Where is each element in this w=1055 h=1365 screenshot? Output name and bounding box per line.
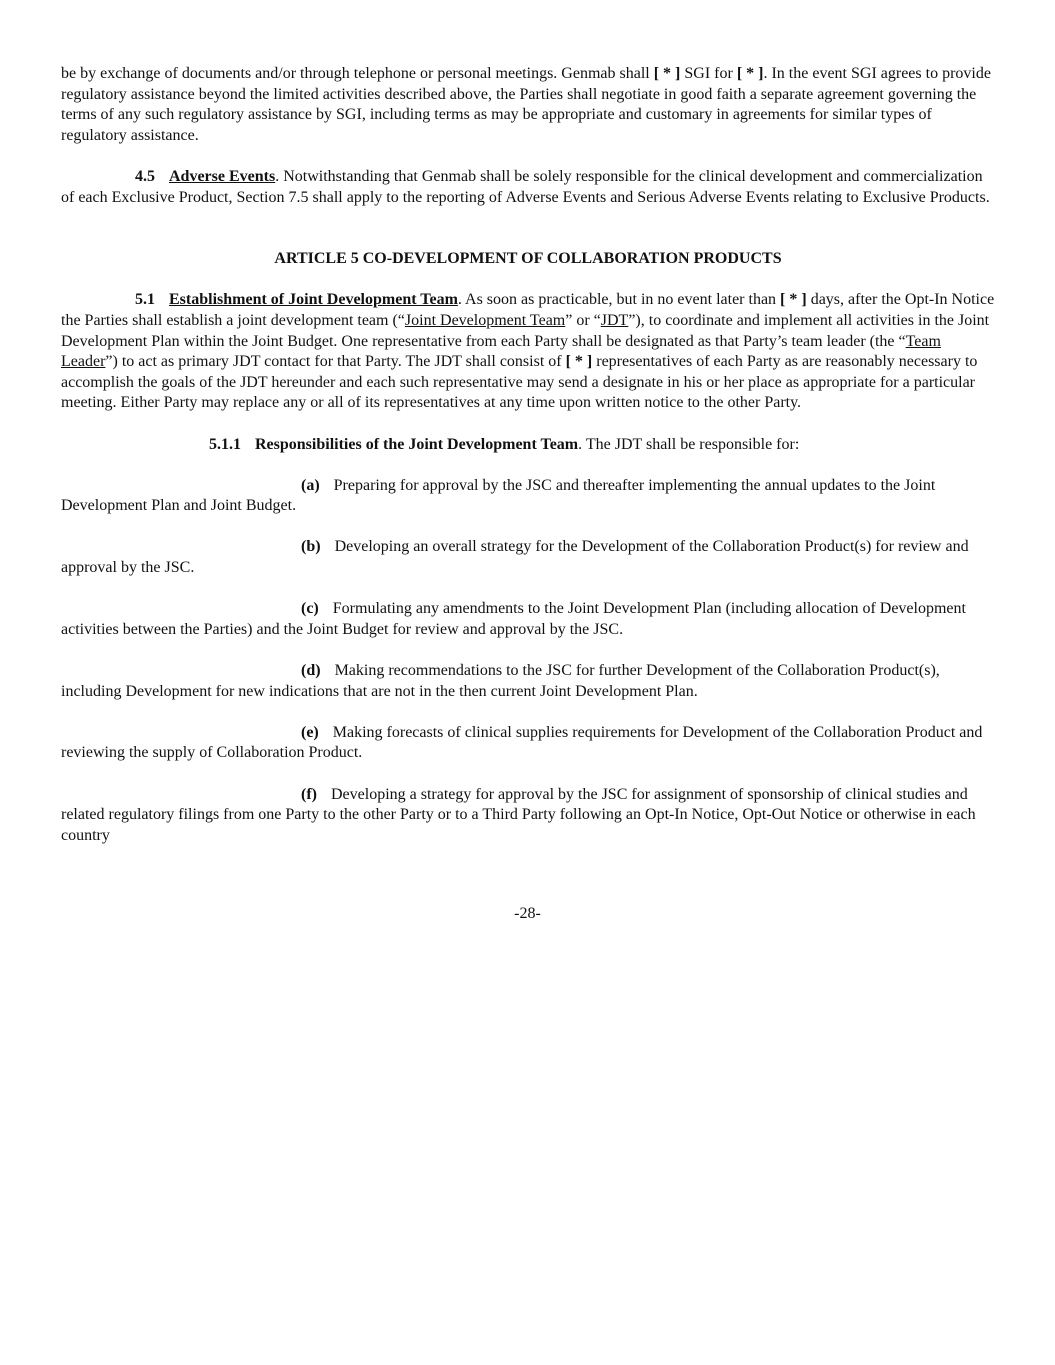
item-label: (c) [301, 600, 319, 618]
item-text: Making forecasts of clinical supplies requirements for Development of the Collaboration Product and reviewing the supply of Collaboration Product. [61, 723, 983, 762]
document-page [61, 64, 995, 867]
section-number: 5.1 [135, 291, 155, 309]
article-title: ARTICLE 5 CO-DEVELOPMENT OF COLLABORATION PRODUCTS [274, 250, 782, 268]
defined-term: JDT [600, 311, 629, 329]
paragraph-text: days, after the Opt-In Notice the Parties shall establish a joint development team (“ [61, 291, 995, 329]
section-5-1-1-paragraph [61, 435, 995, 456]
redaction-marker: [ * ] [653, 65, 681, 82]
section-heading: Responsibilities of the Joint Development Team [255, 435, 579, 453]
item-label: (e) [301, 723, 319, 741]
paragraph-text: . Notwithstanding that Genmab shall be solely responsible for the clinical development and commercialization of each Exclusive Product, Section 7.5 shall apply to the reporting of Adverse Events and Serious Adverse Events relating to Exclusive Products. [61, 167, 990, 206]
section-number: 5.1.1 [209, 435, 241, 453]
item-text: Making recommendations to the JSC for further Development of the Collaboration Product(s), including Development for new indications that are not in the then current Joint Development Plan. [61, 662, 940, 700]
list-item-e [61, 723, 995, 764]
section-heading: Adverse Events [169, 167, 276, 185]
defined-term: Team Leader [61, 332, 941, 371]
item-label: (a) [301, 476, 320, 494]
item-text: Preparing for approval by the JSC and thereafter implementing the annual updates to the Joint Development Plan and Joint Budget. [61, 476, 936, 515]
paragraph-text: . The JDT shall be responsible for: [578, 435, 800, 453]
paragraph-text: SGI for [680, 65, 737, 82]
paragraph-text: ”), to coordinate and implement all activities in the Joint Development Plan within the Joint Budget. One representative from each Party shall be designated as that Party’s team leader (the “ [61, 311, 990, 350]
redaction-marker: [ * ] [736, 65, 764, 82]
item-text: Developing a strategy for approval by the JSC for assignment of sponsorship of clinical studies and related regulatory filings from one Party to the other Party or to a Third Party following an Opt-In Notice, Opt-Out Notice or otherwise in each country [61, 785, 976, 844]
paragraph-text: . As soon as practicable, but in no event later than [457, 291, 781, 309]
list-item-b [61, 537, 995, 578]
paragraph-text: . In the event SGI agrees to provide regulatory assistance beyond the limited activities described above, the Parties shall negotiate in good faith a separate agreement governing the terms of any such regulatory assistance by SGI, including terms as may be appropriate and customary in agreements for similar types of regulatory assistance. [61, 65, 991, 144]
section-number: 4.5 [135, 167, 155, 185]
paragraph-text: ” or “ [565, 311, 601, 329]
defined-term: Joint Development Team [404, 311, 566, 329]
redaction-marker: [ * ] [565, 353, 593, 371]
page-number: -28- [514, 905, 541, 922]
list-item-a [61, 476, 995, 517]
redaction-marker: [ * ] [780, 291, 807, 309]
item-label: (b) [301, 538, 321, 556]
list-item-c [61, 599, 995, 640]
paragraph-text: representatives of each Party as are reasonably necessary to accomplish the goals of the JDT hereunder and each such representative may send a designate in his or her place as appropriate for a particular meeting. Either Party may replace any or all of its representatives at any time upon written notice to the other Party. [61, 353, 978, 412]
list-item-f [61, 785, 995, 847]
section-4-5-paragraph [61, 167, 995, 208]
continuation-paragraph [61, 64, 995, 146]
list-item-d [61, 661, 995, 702]
item-label: (d) [301, 662, 321, 680]
section-heading: Establishment of Joint Development Team [169, 291, 458, 309]
section-5-1-paragraph [61, 290, 995, 414]
item-text: Developing an overall strategy for the Development of the Collaboration Product(s) for review and approval by the JSC. [61, 538, 969, 577]
paragraph-text: be by exchange of documents and/or through telephone or personal meetings. Genmab shall [61, 65, 654, 82]
paragraph-text: ”) to act as primary JDT contact for that Party. The JDT shall consist of [105, 353, 566, 371]
item-label: (f) [301, 785, 317, 803]
item-text: Formulating any amendments to the Joint Development Plan (including allocation of Development activities between the Parties) and the Joint Budget for review and approval by the JSC. [61, 600, 966, 638]
